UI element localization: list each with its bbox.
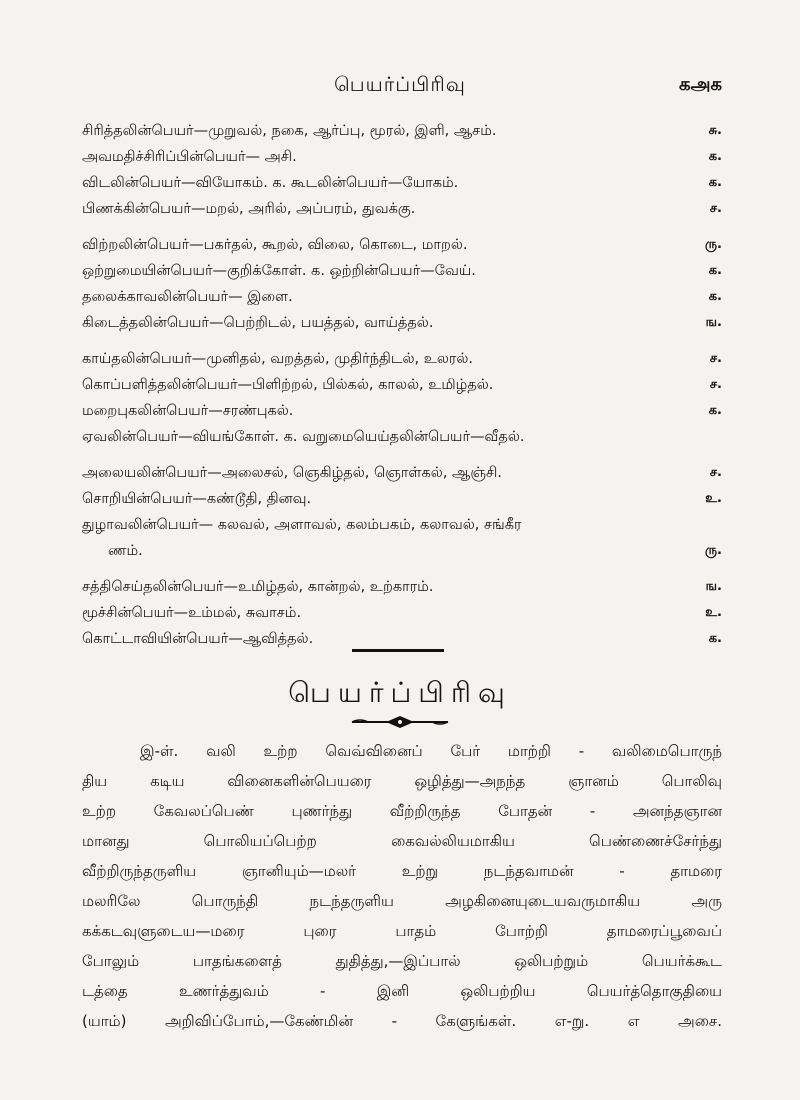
entry-line [82,398,722,424]
entry-count: ங. [705,579,722,594]
entry-text: சத்திசெய்தலின்பெயர்—உமிழ்தல், கான்றல், உற்காரம். [82,579,434,595]
entry-count: ச. [709,465,722,480]
entry-text: கொட்டாவியின்பெயர்—ஆவித்தல். [82,631,314,647]
entry-text: விடலின்பெயர்—வியோகம். க. கூடலின்பெயர்—யோகம். [82,175,459,191]
entry-count: ங. [705,315,722,330]
section-divider [352,649,444,652]
entry-count: ச. [709,377,722,392]
commentary-line: உற்ற கேவலப்பெண் புணர்ந்து வீற்றிருந்த போதன் - அனந்தஞான [82,802,722,820]
entry-text: ஏவலின்பெயர்—வியங்கோள். க. வறுமையெய்தலின்பெயர்—வீதல். [82,429,525,445]
entry-text: மறைபுகலின்பெயர்—சரண்புகல். [82,403,294,419]
entry-line [82,144,722,170]
entry-text: தலைக்காவலின்பெயர்— இளை. [82,289,293,305]
running-header [0,72,800,102]
entry-line [82,538,722,564]
entry-line [82,486,722,512]
entry-line [82,372,722,398]
entry-line [82,232,722,258]
entry-line [82,574,722,600]
entry-count: க. [708,149,722,164]
running-title: பெயர்ப்பிரிவு [334,72,466,96]
entry-count: ச. [709,351,722,366]
entry-line [82,424,714,450]
entry-count: க. [708,175,722,190]
entry-count: ரு. [705,543,722,558]
entry-text: அலையலின்பெயர்—அலைசல், ஞெகிழ்தல், ஞொள்கல், ஆஞ்சி. [82,465,502,481]
entry-count: ச. [709,201,722,216]
entry-count: ரு. [705,237,722,252]
entry-list [82,118,722,652]
entry-count: சு. [708,123,722,138]
commentary-paragraph [82,736,722,1036]
entry-line [82,258,722,284]
entry-text: பிணக்கின்பெயர்—மறல், அரில், அப்பரம், துவக்கு. [82,201,416,217]
entry-line [82,600,722,626]
entry-text: துழாவலின்பெயர்— கலவல், அளாவல், கலம்பகம், கலாவல், சங்கீர [82,517,522,533]
commentary-line: போலும் பாதங்களைத் துதித்து,—இப்பால் ஒலிபற்றும் பெயர்க்கூட [82,952,722,970]
entry-text: மூச்சின்பெயர்—உம்மல், சுவாசம். [82,605,302,621]
commentary-line: வீற்றிருந்தருளிய ஞானியும்—மலர் உற்று நடந்தவாமன் - தாமரை [82,862,722,880]
entry-line [82,284,722,310]
entry-text: காய்தலின்பெயர்—முனிதல், வறத்தல், முதிர்ந்திடல், உலரல். [82,351,474,367]
entry-count: க. [708,289,722,304]
entry-text: கிடைத்தலின்பெயர்—பெற்றிடல், பயத்தல், வாய்த்தல். [82,315,434,331]
commentary-line: திய கடிய வினைகளின்பெயரை ஒழித்து—அநந்த ஞானம் பொலிவு [82,772,722,790]
commentary-line: மானது பொலியப்பெற்ற கைவல்லியமாகிய பெண்ணைச்சேர்ந்து [82,832,722,850]
section-title: பெயர்ப்பிரிவு [288,676,512,709]
entry-line [82,512,714,538]
entry-text: ணம். [108,543,143,559]
entry-text: விற்றலின்பெயர்—பகர்தல், கூறல், விலை, கொடை, மாறல். [82,237,468,253]
entry-count: க. [708,631,722,646]
entry-text: சிரித்தலின்பெயர்—முறுவல், நகை, ஆர்ப்பு, மூரல், இளி, ஆசம். [82,123,497,139]
entry-count: க. [708,403,722,418]
commentary-line: இ-ள். வலி உற்ற வெவ்வினைப் பேர் மாற்றி - வலிமைபொருந் [140,742,722,760]
entry-text: கொப்பளித்தலின்பெயர்—பிளிற்றல், பில்கல், காலல், உமிழ்தல். [82,377,494,393]
commentary-line: கக்கடவுளுடைய—மரை புரை பாதம் போற்றி தாமரைப்பூவைப் [82,922,722,940]
commentary-line: (யாம்) அறிவிப்போம்,—கேண்மின் - கேளுங்கள். எ-று. எ அசை. [82,1012,722,1030]
entry-line [82,310,722,336]
entry-text: ஒற்றுமையின்பெயர்—குறிக்கோள். க. ஒற்றின்பெயர்—வேய். [82,263,476,279]
entry-line [82,460,722,486]
entry-text: அவமதிச்சிரிப்பின்பெயர்— அசி. [82,149,297,165]
entry-line [82,196,722,222]
entry-text: சொறியின்பெயர்—கண்டூதி, தினவு. [82,491,312,507]
commentary-line: டத்தை உணர்த்துவம் - இனி ஒலிபற்றிய பெயர்த்தொகுதியை [82,982,722,1000]
ornament-icon [348,713,452,731]
entry-line [82,118,722,144]
entry-line [82,170,722,196]
entry-line [82,346,722,372]
entry-count: உ. [705,605,722,620]
entry-count: க. [708,263,722,278]
entry-count: உ. [705,491,722,506]
page-number: கஅக [678,74,722,95]
commentary-line: மலரிலே பொருந்தி நடந்தருளிய அழகினையுடையவருமாகிய அரு [82,892,722,910]
